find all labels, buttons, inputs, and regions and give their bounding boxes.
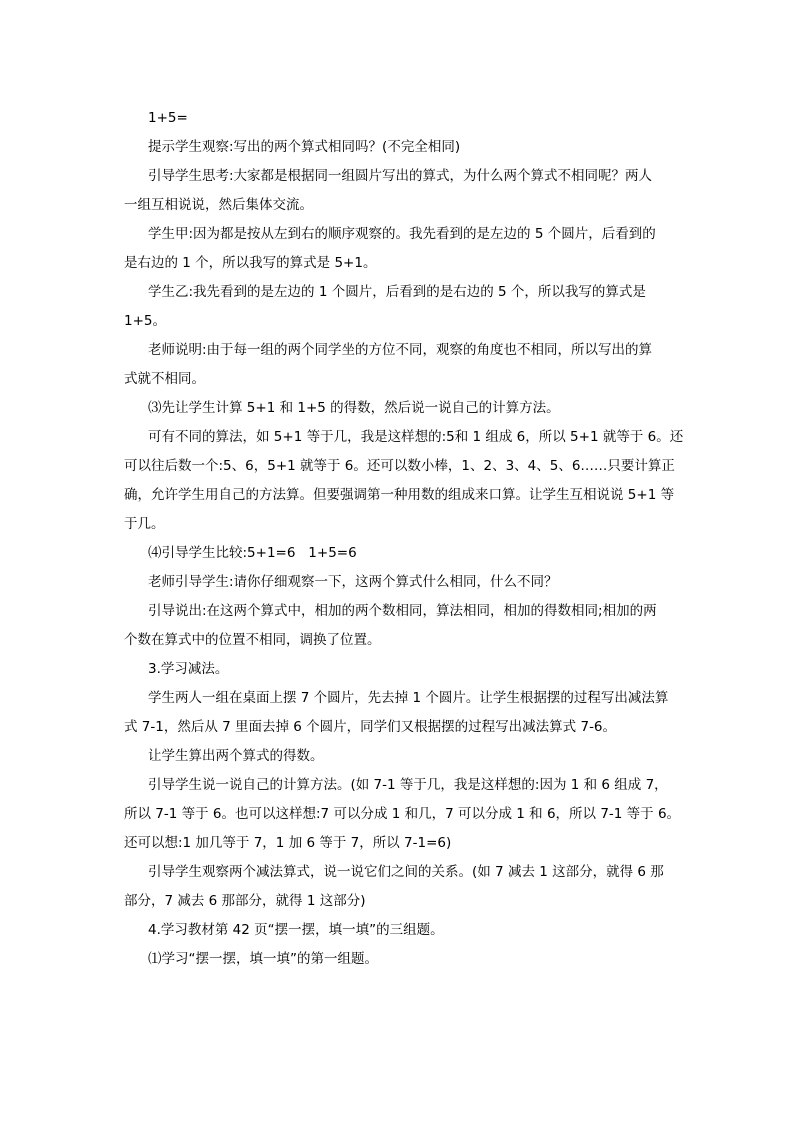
text-line: 可有不同的算法，如 5+1 等于几，我是这样想的:5和 1 组成 6，所以 5+1 就等于 6。还: [148, 429, 684, 445]
text-line: 引导学生观察两个减法算式，说一说它们之间的关系。(如 7 减去 1 这部分，就得 6 那: [148, 864, 664, 880]
text-line: 一组互相说说，然后集体交流。: [124, 197, 313, 213]
text-line: 是右边的 1 个，所以我写的算式是 5+1。: [124, 255, 377, 271]
text-line: 让学生算出两个算式的得数。: [148, 748, 324, 764]
paragraph-11: [124, 597, 676, 655]
text-line: 可以往后数一个:5、6，5+1 就等于 6。还可以数小棒，1、2、3、4、5、6……只要计算正: [124, 458, 675, 474]
text-line: ⑶先让学生计算 5+1 和 1+5 的得数，然后说一说自己的计算方法。: [148, 400, 560, 416]
text-line: 1+5。: [124, 313, 166, 329]
text-line: 式就不相同。: [124, 371, 205, 387]
paragraph-6: [124, 336, 676, 394]
text-line: 于几。: [124, 516, 165, 532]
document-body: [124, 104, 684, 974]
paragraph-9: [148, 539, 676, 568]
text-line: 引导学生思考:大家都是根据同一组圆片写出的算式，为什么两个算式不相同呢？两人: [148, 168, 653, 184]
text-line: 所以 7-1 等于 6。也可以这样想:7 可以分成 1 和几，7 可以分成 1 和 6，所以 7-1 等于 6。: [124, 806, 681, 822]
paragraph-18: [148, 945, 676, 974]
paragraph-16: [124, 858, 676, 916]
text-line: 引导说出:在这两个算式中，相加的两个数相同，算法相同，相加的得数相同;相加的两: [148, 603, 657, 619]
text-line: 老师说明:由于每一组的两个同学坐的方位不同，观察的角度也不相同，所以写出的算: [148, 342, 653, 358]
paragraph-15: [124, 771, 681, 858]
text-line: 部分，7 减去 6 那部分，就得 1 这部分): [124, 893, 366, 909]
text-line: 个数在算式中的位置不相同，调换了位置。: [124, 632, 381, 648]
paragraph-17: [148, 916, 676, 945]
text-line: 学生两人一组在桌面上摆 7 个圆片，先去掉 1 个圆片。让学生根据摆的过程写出减法算: [148, 690, 669, 706]
paragraph-4: [124, 220, 676, 278]
text-line: 提示学生观察:写出的两个算式相同吗？(不完全相同): [148, 139, 461, 155]
text-line: 老师引导学生:请你仔细观察一下，这两个算式什么相同，什么不同？: [148, 574, 558, 590]
paragraph-8: [124, 423, 684, 539]
paragraph-2: [148, 133, 676, 162]
text-line: 引导学生说一说自己的计算方法。(如 7-1 等于几，我是这样想的:因为 1 和 6 组成 7，: [148, 777, 668, 793]
paragraph-7: [148, 394, 676, 423]
paragraph-13: [124, 684, 676, 742]
text-line: ⑷引导学生比较:5+1=6 1+5=6: [148, 545, 357, 561]
text-line: 学生乙:我先看到的是左边的 1 个圆片，后看到的是右边的 5 个，所以我写的算式是: [148, 284, 646, 300]
paragraph-12: [148, 655, 676, 684]
text-line: 3.学习减法。: [148, 661, 229, 677]
text-line: 式 7-1，然后从 7 里面去掉 6 个圆片，同学们又根据摆的过程写出减法算式 7-6。: [124, 719, 617, 735]
text-line: 4.学习教材第 42 页“摆一摆，填一填”的三组题。: [148, 922, 444, 938]
paragraph-3: [124, 162, 676, 220]
text-line: ⑴学习“摆一摆，填一填”的第一组题。: [148, 951, 378, 967]
text-line: 学生甲:因为都是按从左到右的顺序观察的。我先看到的是左边的 5 个圆片，后看到的: [148, 226, 656, 242]
paragraph-10: [148, 568, 676, 597]
paragraph-1: [148, 104, 676, 133]
text-line: 还可以想:1 加几等于 7，1 加 6 等于 7，所以 7-1=6): [124, 835, 452, 851]
paragraph-5: [124, 278, 676, 336]
paragraph-14: [148, 742, 676, 771]
text-line: 1+5=: [148, 110, 188, 126]
text-line: 确，允许学生用自己的方法算。但要强调第一种用数的组成来口算。让学生互相说说 5+1 等: [124, 487, 675, 503]
